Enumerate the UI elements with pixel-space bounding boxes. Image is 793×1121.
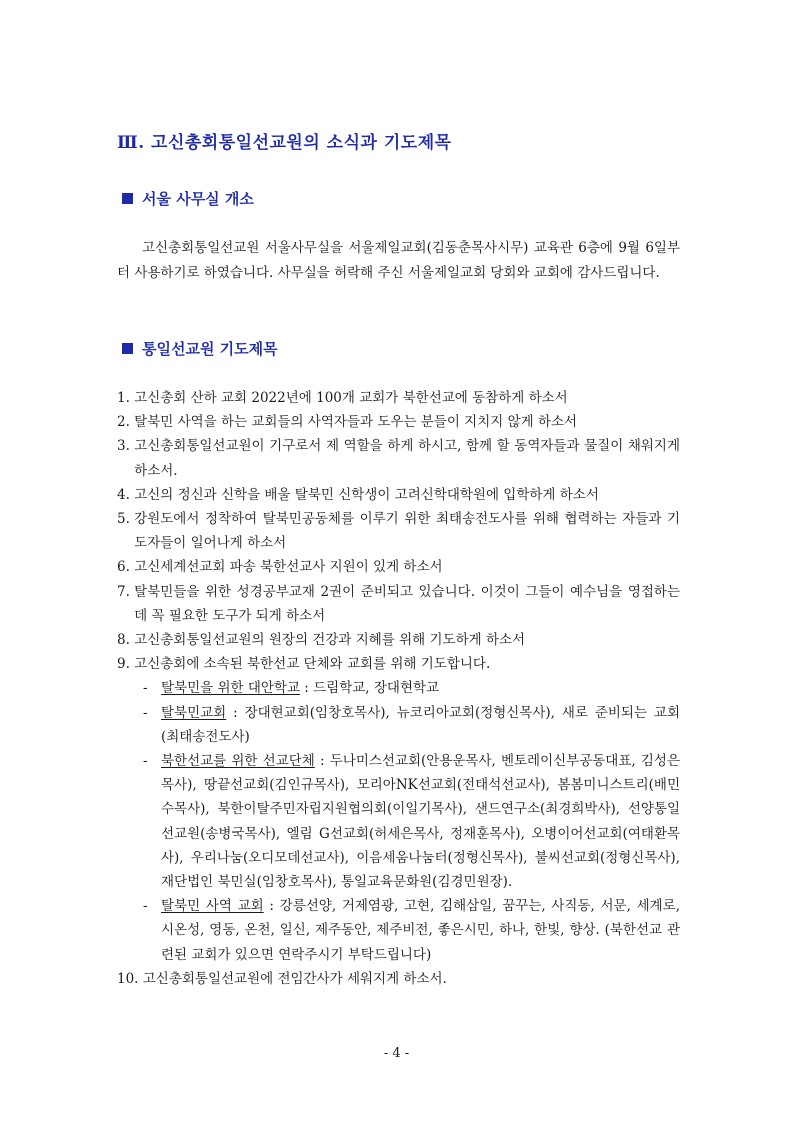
office-heading-text: 서울 사무실 개소 xyxy=(142,190,254,208)
list-item xyxy=(117,652,680,676)
item-text: 고신의 정신과 신학을 배울 탈북민 신학생이 고려신학대학원에 입학하게 하소서 xyxy=(134,486,599,503)
list-item xyxy=(117,555,680,579)
sub-item-body: : 두나미스선교회(안용운목사, 벤토레이신부공동대표, 김성은목사), 땅끝선교회(김인규목사), 모리아NK선교회(전태석선교사), 봄봄미니스트리(배민수목사), 북한이탈주민자립지원협의회(이일기목사), 샌드연구소(최경희박사), 선양통일선교원(송병국목사), 엘림 G선교회(허세은목사, 정재훈목사), 오병이어선교회(여태환목사), 우리나눔(오디모데선교사), 이음세움나눔터(정형신목사), 불씨선교회(정형신목사), 재단법인 북민실(임창호목사), 통일교육문화원(김경민원장). xyxy=(161,753,680,891)
dash-marker: - xyxy=(143,680,148,697)
page-number: - 4 - xyxy=(383,1046,410,1061)
sub-list-item xyxy=(143,749,680,894)
prayer-heading xyxy=(122,338,278,359)
item-text: 고신총회통일선교원이 기구로서 제 역할을 하게 하시고, 함께 할 동역자들과 물질이 채워지게 하소서. xyxy=(134,438,680,479)
list-item xyxy=(117,580,680,628)
item-number: 9. xyxy=(117,656,135,673)
sub-item-body: : 강릉선양, 거제염광, 고현, 김해삼일, 꿈꾸는, 사직동, 서문, 세계로, 시온성, 영동, 온천, 일신, 제주동안, 제주비전, 좋은시민, 하나, 한빛, 향상. (북한선교 관련된 교회가 있으면 연락주시기 부탁드립니다) xyxy=(161,898,681,963)
square-bullet-icon xyxy=(122,193,133,204)
item-text: 고신총회에 소속된 북한선교 단체와 교회를 위해 기도합니다. xyxy=(134,656,491,673)
dash-marker: - xyxy=(143,704,148,721)
item-text: 강원도에서 정착하여 탈북민공동체를 이루기 위한 최태송전도사를 위해 협력하는 자들과 기도자들이 일어나게 하소서 xyxy=(134,511,680,552)
item-number: 10. xyxy=(117,970,143,987)
list-item xyxy=(117,386,680,410)
sub-item-body: : 드림학교, 장대현학교 xyxy=(300,680,440,697)
sub-list-item xyxy=(143,701,680,749)
dash-marker: - xyxy=(143,898,148,915)
list-item xyxy=(117,434,680,482)
list-item xyxy=(117,507,680,555)
list-item xyxy=(117,628,680,652)
item-number: 8. xyxy=(117,632,135,649)
square-bullet-icon xyxy=(122,343,133,354)
item-number: 6. xyxy=(117,559,135,576)
office-heading xyxy=(122,188,254,209)
item-text: 고신총회통일선교원의 원장의 건강과 지혜를 위해 기도하게 하소서 xyxy=(134,632,526,649)
sub-list-item xyxy=(143,894,680,967)
item-number: 5. xyxy=(117,511,135,528)
list-item xyxy=(117,410,680,434)
item-text: 탈북민들을 위한 성경공부교재 2권이 준비되고 있습니다. 이것이 그들이 예수님을 영접하는 데 꼭 필요한 도구가 되게 하소서 xyxy=(134,583,680,624)
sub-item-body: : 장대현교회(임창호목사), 뉴코리아교회(정형신목사), 새로 준비되는 교회(최태송전도사) xyxy=(161,704,680,745)
prayer-heading-text: 통일선교원 기도제목 xyxy=(142,340,278,358)
list-item xyxy=(117,967,680,991)
office-paragraph: 고신총회통일선교원 서울사무실을 서울제일교회(김동춘목사시무) 교육관 6층에 9월 6일부터 사용하기로 하였습니다. 사무실을 허락해 주신 서울제일교회 당회와 교회에 감사드립니다. xyxy=(117,240,680,281)
sub-item-text xyxy=(161,676,680,700)
item-number: 7. xyxy=(117,583,135,600)
item-number: 3. xyxy=(117,438,135,455)
sub-item-label: 탈북민을 위한 대안학교 xyxy=(161,680,300,697)
prayer-list xyxy=(117,386,680,991)
sub-item-label: 북한선교를 위한 선교단체 xyxy=(161,753,315,770)
sub-item-label: 탈북민교회 xyxy=(161,704,227,721)
sub-item-text xyxy=(161,701,680,749)
dash-marker: - xyxy=(143,753,148,770)
section-title: Ⅲ. 고신총회통일선교원의 소식과 기도제목 xyxy=(117,133,452,153)
sub-item-label: 탈북민 사역 교회 xyxy=(161,898,264,915)
list-item xyxy=(117,483,680,507)
sub-item-text xyxy=(161,894,680,967)
item-number: 2. xyxy=(117,414,135,431)
item-number: 1. xyxy=(117,390,135,406)
item-text: 탈북민 사역을 하는 교회들의 사역자들과 도우는 분들이 지치지 않게 하소서 xyxy=(134,414,578,431)
item-text: 고신총회통일선교원에 전임간사가 세워지게 하소서. xyxy=(142,970,447,987)
item-number: 4. xyxy=(117,486,135,503)
item-text: 고신총회 산하 교회 2022년에 100개 교회가 북한선교에 동참하게 하소서 xyxy=(134,390,568,406)
item-text: 고신세계선교회 파송 북한선교사 지원이 있게 하소서 xyxy=(134,559,443,576)
sub-list-item xyxy=(143,676,680,700)
sub-item-text xyxy=(161,749,680,894)
